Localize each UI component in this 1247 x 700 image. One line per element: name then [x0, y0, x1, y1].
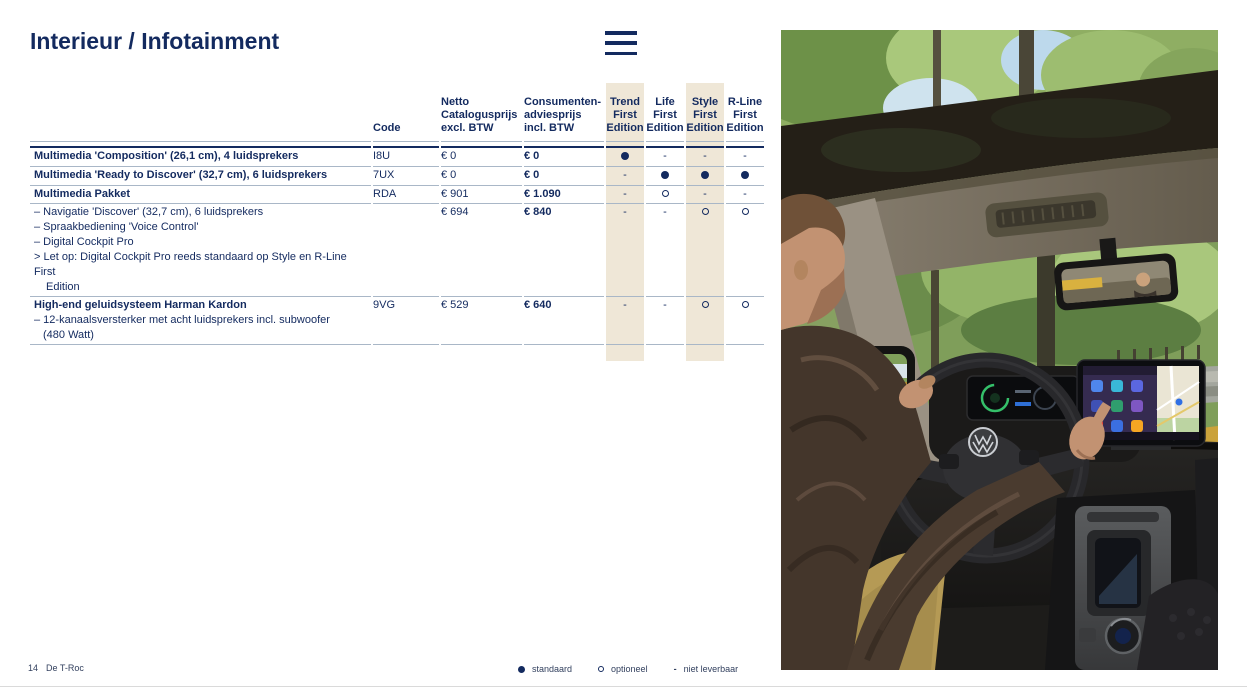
header-edition: [606, 83, 644, 142]
header-consumenten: [524, 83, 604, 142]
consumenten-price-cell: € 1.090: [524, 186, 604, 204]
header-edition: [726, 83, 764, 142]
option-code-cell: 7UX: [373, 167, 439, 186]
netto-price-cell: € 0: [441, 148, 522, 167]
edition-availability-cell: [686, 204, 724, 297]
table-row: [30, 204, 766, 297]
netto-price-cell: € 529: [441, 297, 522, 345]
header-line: Trend: [610, 96, 640, 108]
optional-circle-icon: [702, 208, 709, 215]
optional-circle-icon: [598, 666, 604, 672]
vw-logo: [969, 428, 997, 456]
option-code-cell: I8U: [373, 148, 439, 167]
option-name-line: Edition: [46, 281, 80, 293]
highlight-extension-row: [30, 345, 766, 361]
header-line: R-Line: [727, 96, 763, 108]
menu-bar: [605, 41, 637, 45]
hamburger-menu-icon[interactable]: [605, 31, 637, 55]
header-line: First: [613, 109, 637, 121]
edition-availability-cell: [726, 148, 764, 167]
option-name-line: – Spraakbediening 'Voice Control': [34, 221, 199, 233]
netto-price-cell: € 0: [441, 167, 522, 186]
header-code: Code: [373, 83, 439, 142]
header-line: First: [653, 109, 677, 121]
edition-availability-cell: [646, 186, 684, 204]
netto-price-cell: € 694: [441, 204, 522, 297]
option-code-cell: RDA: [373, 186, 439, 204]
legend-label: optioneel: [611, 664, 648, 674]
edition-availability-cell: [646, 167, 684, 186]
extension-cell: [686, 345, 724, 361]
not-available-dash: -: [623, 169, 627, 181]
table-row: [30, 297, 766, 345]
not-available-dash: -: [663, 150, 667, 162]
edition-availability-cell: [606, 167, 644, 186]
extension-cell: [373, 345, 439, 361]
extension-cell: [726, 345, 764, 361]
not-available-dash: -: [703, 150, 707, 162]
consumenten-price-cell: € 840: [524, 204, 604, 297]
edition-availability-cell: [606, 148, 644, 167]
page-footer: [28, 663, 84, 673]
consumenten-price-cell: € 0: [524, 148, 604, 167]
edition-availability-cell: [646, 148, 684, 167]
edition-availability-cell: [726, 167, 764, 186]
header-netto: [441, 83, 522, 142]
option-name-cell: [30, 204, 371, 297]
standard-dot-icon: [701, 171, 709, 179]
not-available-dash: -: [663, 206, 667, 218]
table-row: [30, 186, 766, 204]
standard-dot-icon: [741, 171, 749, 179]
edition-availability-cell: [726, 186, 764, 204]
header-line: Edition: [686, 122, 724, 134]
legend-label: standaard: [532, 664, 573, 674]
consumenten-price-cell: € 640: [524, 297, 604, 345]
extension-cell: [646, 345, 684, 361]
standard-dot-icon: [518, 666, 525, 673]
menu-bar: [605, 52, 637, 56]
option-code-cell: [373, 204, 439, 297]
option-name-cell: [30, 186, 371, 204]
extension-cell: [606, 345, 644, 361]
table-row: [30, 167, 766, 186]
page-number: 14: [28, 663, 39, 673]
edition-availability-cell: [606, 297, 644, 345]
option-name-line: – Digital Cockpit Pro: [34, 236, 134, 248]
header-line: Netto: [441, 96, 470, 108]
legend-item-na: [674, 664, 739, 674]
option-name-line: (480 Watt): [43, 329, 94, 341]
table-row: [30, 148, 766, 167]
not-available-dash: -: [623, 206, 627, 218]
interior-photo-illustration: [781, 30, 1218, 670]
header-line: Catalogusprijs: [441, 109, 518, 121]
edition-availability-cell: [686, 167, 724, 186]
standard-dot-icon: [661, 171, 669, 179]
symbol-legend: [518, 664, 738, 674]
netto-price-cell: € 901: [441, 186, 522, 204]
legend-label: niet leverbaar: [683, 664, 739, 674]
option-name-line: Multimedia 'Composition' (26,1 cm), 4 luidsprekers: [34, 150, 299, 162]
option-name-line: > Let op: Digital Cockpit Pro reeds standaard op Style en R-Line First: [34, 251, 347, 278]
not-available-dash: -: [743, 150, 747, 162]
not-available-dash: -: [703, 188, 707, 200]
option-code-cell: 9VG: [373, 297, 439, 345]
edition-availability-cell: [606, 204, 644, 297]
legend-item-standard: [518, 664, 572, 674]
option-name-line: High-end geluidsysteem Harman Kardon: [34, 299, 247, 311]
header-edition: [646, 83, 684, 142]
brochure-name: De T-Roc: [46, 663, 84, 673]
header-line: First: [733, 109, 757, 121]
optional-circle-icon: [742, 301, 749, 308]
edition-availability-cell: [686, 148, 724, 167]
standard-dot-icon: [621, 152, 629, 160]
option-name-cell: [30, 167, 371, 186]
header-line: incl. BTW: [524, 122, 575, 134]
option-name-cell: [30, 148, 371, 167]
menu-bar: [605, 31, 637, 35]
not-available-dash: -: [623, 299, 627, 311]
edition-availability-cell: [646, 204, 684, 297]
option-name-line: – 12-kanaalsversterker met acht luidsprekers incl. subwoofer: [34, 314, 330, 326]
option-name-line: Multimedia 'Ready to Discover' (32,7 cm), 6 luidsprekers: [34, 169, 328, 181]
page-bottom-rule: [0, 686, 1247, 687]
header-line: Edition: [726, 122, 764, 134]
option-name-line: Multimedia Pakket: [34, 188, 130, 200]
consumenten-price-cell: € 0: [524, 167, 604, 186]
table-header-row: [30, 83, 766, 142]
header-line: Consumenten-: [524, 96, 601, 108]
header-line: Edition: [606, 122, 644, 134]
not-available-dash: -: [663, 299, 667, 311]
header-edition: [686, 83, 724, 142]
edition-availability-cell: [726, 297, 764, 345]
header-line: excl. BTW: [441, 122, 494, 134]
optional-circle-icon: [662, 190, 669, 197]
header-name-cell: [30, 83, 371, 142]
options-price-table: [30, 83, 766, 361]
edition-availability-cell: [646, 297, 684, 345]
optional-circle-icon: [702, 301, 709, 308]
edition-availability-cell: [686, 186, 724, 204]
edition-availability-cell: [686, 297, 724, 345]
edition-availability-cell: [606, 186, 644, 204]
not-available-dash: -: [623, 188, 627, 200]
legend-item-optional: [598, 664, 648, 674]
header-line: Style: [691, 96, 719, 108]
interior-photo: [781, 30, 1218, 670]
page-title: Interieur / Infotainment: [30, 28, 280, 54]
not-available-dash-icon: -: [673, 664, 677, 674]
optional-circle-icon: [742, 208, 749, 215]
extension-cell: [441, 345, 522, 361]
header-line: Life: [655, 96, 675, 108]
extension-cell: [30, 345, 371, 361]
extension-cell: [524, 345, 604, 361]
header-line: First: [693, 109, 717, 121]
option-name-cell: [30, 297, 371, 345]
header-line: Edition: [646, 122, 684, 134]
header-line: adviesprijs: [524, 109, 582, 121]
not-available-dash: -: [743, 188, 747, 200]
edition-availability-cell: [726, 204, 764, 297]
option-name-line: – Navigatie 'Discover' (32,7 cm), 6 luidsprekers: [34, 206, 264, 218]
